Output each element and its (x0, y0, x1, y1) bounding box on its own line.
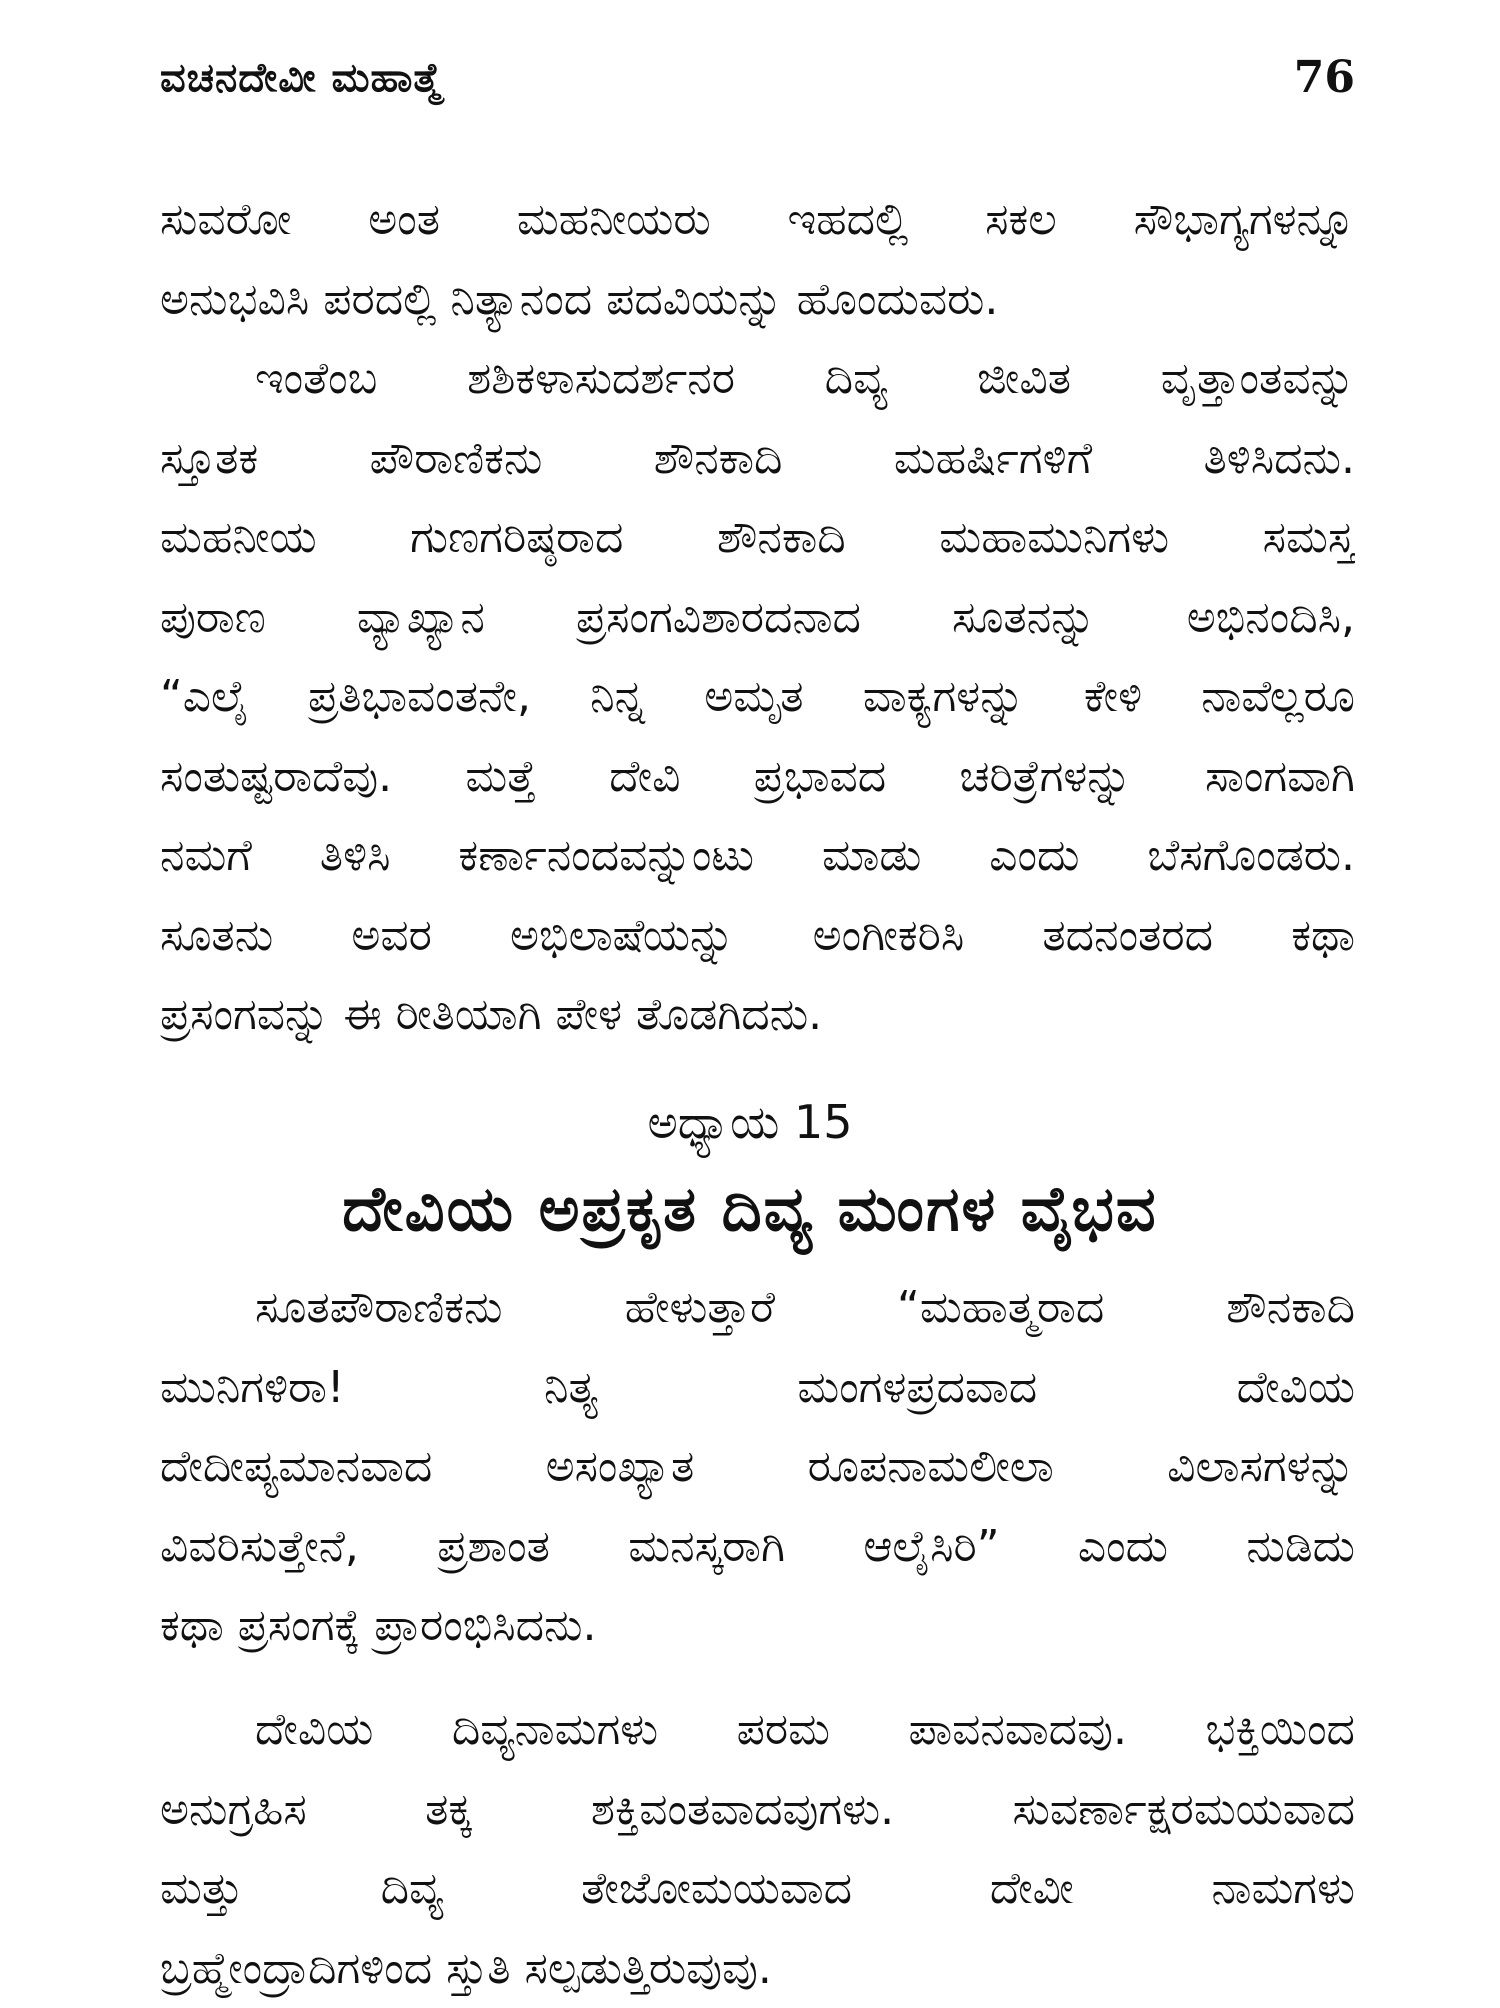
text-line: ಅನುಭವಿಸಿ ಪರದಲ್ಲಿ ನಿತ್ಯಾನಂದ ಪದವಿಯನ್ನು ಹೊಂದುವರು. (160, 260, 1355, 340)
text-line: ನಮಗೆ ತಿಳಿಸಿ ಕರ್ಣಾನಂದವನ್ನುಂಟು ಮಾಡು ಎಂದು ಬೆಸಗೊಂಡರು. (160, 816, 1355, 896)
text-line: ಮಹನೀಯ ಗುಣಗರಿಷ್ಠರಾದ ಶೌನಕಾದಿ ಮಹಾಮುನಿಗಳು ಸಮಸ್ತ (160, 498, 1355, 578)
chapter-label: ಅಧ್ಯಾಯ 15 (0, 1095, 1500, 1151)
text-line: ಸುವರೋ ಅಂತ ಮಹನೀಯರು ಇಹದಲ್ಲಿ ಸಕಲ ಸೌಭಾಗ್ಯಗಳನ್ನೂ (160, 180, 1355, 260)
page-number: 76 (1294, 52, 1355, 103)
text-line: ಸಂತುಷ್ಟರಾದೆವು. ಮತ್ತೆ ದೇವಿ ಪ್ರಭಾವದ ಚರಿತ್ರೆಗಳನ್ನು ಸಾಂಗವಾಗಿ (160, 737, 1355, 817)
text-line: ಇಂತೆಂಬ ಶಶಿಕಳಾಸುದರ್ಶನರ ದಿವ್ಯ ಜೀವಿತ ವೃತ್ತಾಂತವನ್ನು (160, 339, 1355, 419)
text-line: ಪುರಾಣ ವ್ಯಾಖ್ಯಾನ ಪ್ರಸಂಗವಿಶಾರದನಾದ ಸೂತನನ್ನು ಅಭಿನಂದಿಸಿ, (160, 578, 1355, 658)
text-line: ಮುನಿಗಳಿರಾ! ನಿತ್ಯ ಮಂಗಳಪ್ರದವಾದ ದೇವಿಯ (160, 1348, 1355, 1428)
text-line: “ಎಲೈ ಪ್ರತಿಭಾವಂತನೇ, ನಿನ್ನ ಅಮೃತ ವಾಕ್ಯಗಳನ್ನು ಕೇಳಿ ನಾವೆಲ್ಲರೂ (160, 657, 1355, 737)
running-title: ವಚನದೇವೀ ಮಹಾತ್ಮೆ (160, 55, 443, 101)
text-line: ಬ್ರಹ್ಮೇಂದ್ರಾದಿಗಳಿಂದ ಸ್ತುತಿ ಸಲ್ಪಡುತ್ತಿರುವುವು. (160, 1929, 1355, 2008)
text-line: ಕಥಾ ಪ್ರಸಂಗಕ್ಕೆ ಪ್ರಾರಂಭಿಸಿದನು. (160, 1586, 1355, 1666)
text-line: ಸ್ತೂತಕ ಪೌರಾಣಿಕನು ಶೌನಕಾದಿ ಮಹರ್ಷಿಗಳಿಗೆ ತಿಳಿಸಿದನು. (160, 419, 1355, 499)
paragraph-block-2 (160, 1268, 1355, 1666)
text-line: ಅನುಗ್ರಹಿಸ ತಕ್ಕ ಶಕ್ತಿವಂತವಾದವುಗಳು. ಸುವರ್ಣಾಕ್ಷರಮಯವಾದ (160, 1770, 1355, 1850)
text-line: ಸೂತಪೌರಾಣಿಕನು ಹೇಳುತ್ತಾರೆ “ಮಹಾತ್ಮರಾದ ಶೌನಕಾದಿ (160, 1268, 1355, 1348)
chapter-title: ದೇವಿಯ ಅಪ್ರಕೃತ ದಿವ್ಯ ಮಂಗಳ ವೈಭವ (0, 1172, 1500, 1246)
paragraph-block-3 (160, 1690, 1355, 2008)
text-line: ಸೂತನು ಅವರ ಅಭಿಲಾಷೆಯನ್ನು ಅಂಗೀಕರಿಸಿ ತದನಂತರದ ಕಥಾ (160, 896, 1355, 976)
text-line: ವಿವರಿಸುತ್ತೇನೆ, ಪ್ರಶಾಂತ ಮನಸ್ಕರಾಗಿ ಆಲೈಸಿರಿ” ಎಂದು ನುಡಿದು (160, 1507, 1355, 1587)
text-line: ಮತ್ತು ದಿವ್ಯ ತೇಜೋಮಯವಾದ ದೇವೀ ನಾಮಗಳು (160, 1849, 1355, 1929)
paragraph-block-1 (160, 180, 1355, 1055)
text-line: ಪ್ರಸಂಗವನ್ನು ಈ ರೀತಿಯಾಗಿ ಪೇಳ ತೊಡಗಿದನು. (160, 975, 1355, 1055)
text-line: ದೇವಿಯ ದಿವ್ಯನಾಮಗಳು ಪರಮ ಪಾವನವಾದವು. ಭಕ್ತಿಯಿಂದ (160, 1690, 1355, 1770)
text-line: ದೇದೀಪ್ಯಮಾನವಾದ ಅಸಂಖ್ಯಾತ ರೂಪನಾಮಲೀಲಾ ವಿಲಾಸಗಳನ್ನು (160, 1427, 1355, 1507)
